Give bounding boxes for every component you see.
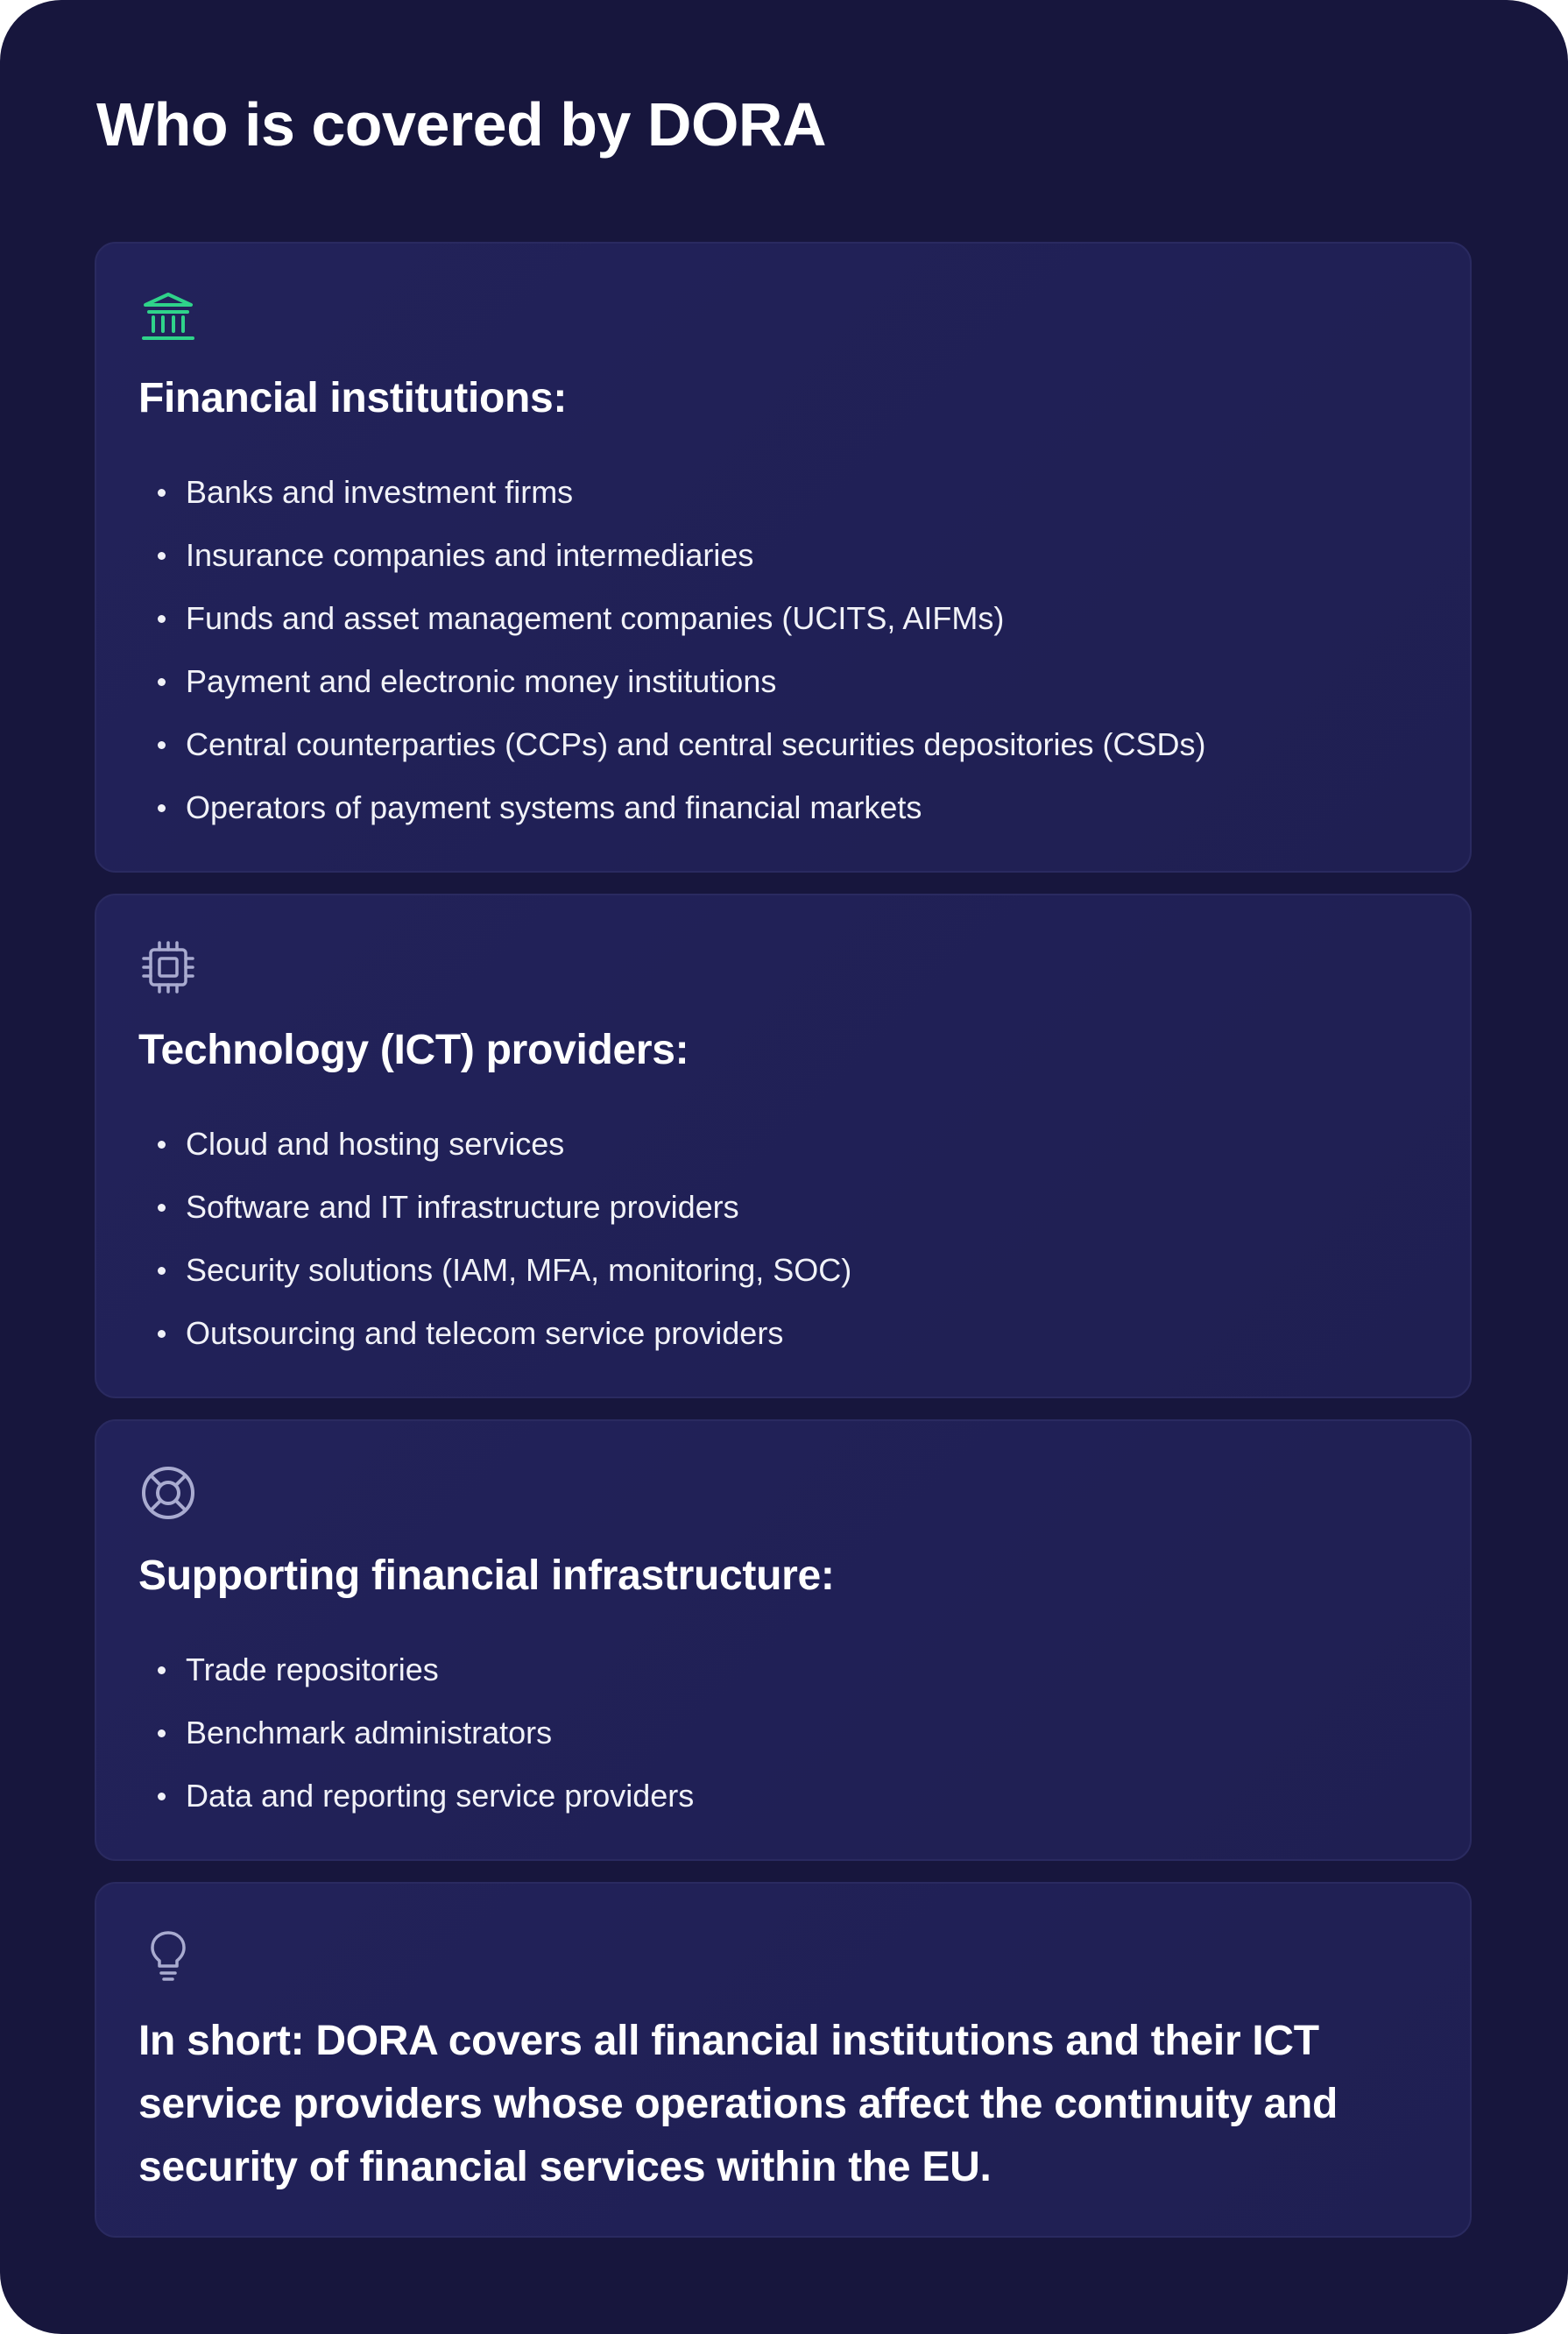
financial-institutions-list	[138, 461, 1205, 839]
list-item: Funds and asset management companies (UCITS, AIFMs)	[138, 587, 1205, 650]
technology-providers-list	[138, 1113, 851, 1365]
lifebuoy-icon	[138, 1463, 198, 1523]
page-title: Who is covered by DORA	[96, 90, 827, 159]
list-item: Cloud and hosting services	[138, 1113, 851, 1176]
list-item: Operators of payment systems and financial markets	[138, 776, 1205, 839]
list-item: Trade repositories	[138, 1638, 694, 1701]
list-item: Payment and electronic money institutions	[138, 650, 1205, 713]
cpu-chip-icon	[138, 937, 198, 997]
list-item: Outsourcing and telecom service providers	[138, 1302, 851, 1365]
bank-icon	[138, 286, 198, 345]
list-item: Security solutions (IAM, MFA, monitoring, SOC)	[138, 1239, 851, 1302]
list-item: Benchmark administrators	[138, 1701, 694, 1765]
list-item: Data and reporting service providers	[138, 1765, 694, 1828]
supporting-infrastructure-list	[138, 1638, 694, 1828]
card-title: Technology (ICT) providers:	[138, 1027, 689, 1073]
summary-text: In short: DORA covers all financial institutions and their ICT service providers whose operations affect the continuity and security of financial services within the EU.	[138, 2018, 1338, 2190]
technology-providers-card	[95, 894, 1472, 1398]
supporting-infrastructure-card	[95, 1419, 1472, 1861]
list-item: Software and IT infrastructure providers	[138, 1176, 851, 1239]
list-item: Insurance companies and intermediaries	[138, 524, 1205, 587]
list-item: Banks and investment firms	[138, 461, 1205, 524]
card-title: Financial institutions:	[138, 375, 568, 421]
lightbulb-icon	[138, 1926, 198, 1985]
list-item: Central counterparties (CCPs) and central securities depositories (CSDs)	[138, 713, 1205, 776]
card-title: Supporting financial infrastructure:	[138, 1552, 835, 1599]
summary-card	[95, 1882, 1472, 2238]
financial-institutions-card	[95, 242, 1472, 873]
